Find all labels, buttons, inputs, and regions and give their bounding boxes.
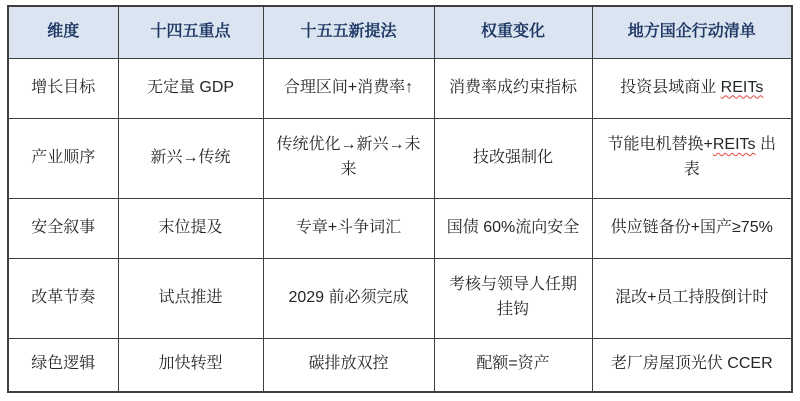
cell-plan14: 试点推进: [118, 258, 263, 338]
cell-plan15: 碳排放双控: [263, 338, 434, 392]
cell-plan14: 加快转型: [118, 338, 263, 392]
cell-weight: 技改强制化: [434, 118, 592, 198]
table-row: [8, 338, 792, 392]
cell-plan14: 末位提及: [118, 198, 263, 258]
cell-dimension: 产业顺序: [8, 118, 118, 198]
cell-action: [592, 118, 792, 198]
table-header-row: [8, 6, 792, 58]
cell-plan15: 传统优化→新兴→未来: [263, 118, 434, 198]
header-cell-dimension: 维度: [8, 6, 118, 58]
cell-plan14: 无定量 GDP: [118, 58, 263, 118]
comparison-table: [7, 5, 793, 393]
cell-plan14: 新兴→传统: [118, 118, 263, 198]
table-row: [8, 198, 792, 258]
table-row: [8, 118, 792, 198]
cell-action-text: 出表: [683, 136, 776, 178]
misspelled-word: REITs: [712, 136, 756, 154]
cell-action: 供应链备份+国产≥75%: [592, 198, 792, 258]
header-cell-plan15: 十五五新提法: [263, 6, 434, 58]
cell-action: [592, 58, 792, 118]
cell-weight: 消费率成约束指标: [434, 58, 592, 118]
cell-dimension: 增长目标: [8, 58, 118, 118]
cell-plan15: 专章+斗争词汇: [263, 198, 434, 258]
cell-action: 混改+员工持股倒计时: [592, 258, 792, 338]
cell-dimension: 安全叙事: [8, 198, 118, 258]
cell-weight: 配额=资产: [434, 338, 592, 392]
cell-weight: 考核与领导人任期挂钩: [434, 258, 592, 338]
cell-plan15: 2029 前必须完成: [263, 258, 434, 338]
cell-dimension: 改革节奏: [8, 258, 118, 338]
cell-action-text: 节能电机替换+: [607, 136, 713, 154]
cell-weight: 国债 60%流向安全: [434, 198, 592, 258]
cell-dimension: 绿色逻辑: [8, 338, 118, 392]
table-row: [8, 258, 792, 338]
cell-action: 老厂房屋顶光伏 CCER: [592, 338, 792, 392]
cell-action-text: 投资县域商业: [620, 78, 721, 96]
table-row: [8, 58, 792, 118]
header-cell-weight: 权重变化: [434, 6, 592, 58]
header-cell-plan14: 十四五重点: [118, 6, 263, 58]
cell-plan15: 合理区间+消费率↑: [263, 58, 434, 118]
header-cell-action: 地方国企行动清单: [592, 6, 792, 58]
misspelled-word: REITs: [720, 78, 764, 96]
